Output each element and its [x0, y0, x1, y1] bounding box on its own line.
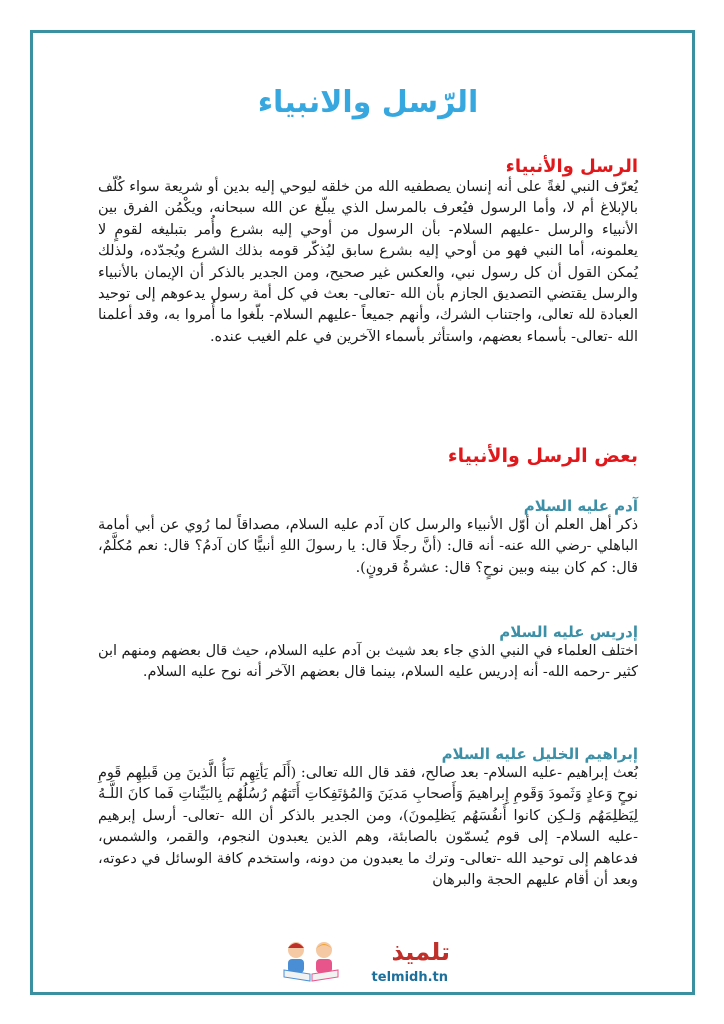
prophet-text: بُعث إبراهيم -عليه السلام- بعد صالح، فقد قال الله تعالى: (أَلَم يَأتِهِم نَبَأُ الَّذينَ مِن قَبلِهِم قَومِ نوحٍ وَعادٍ وَثَمودَ وَقَومِ إِبراهيمَ وَأَصحابِ مَديَنَ وَالمُؤتَفِكاتِ أَتَتهُم رُسُلُهُم بِالبَيِّناتِ فَما كانَ اللَّـهُ لِيَظلِمَهُم وَلـكِن كانوا أَنفُسَهُم يَظلِمونَ)، ومن الجدير بالذكر أن الله -تعالى- أرسل إبرهيم -عليه السلام- إلى قوم يُسمّون بالصابئة، وهم الذين يعبدون النجوم، والقمر، والشمس، فدعاهم إلى توحيد الله -تعالى- وترك ما يعبدون من دونه، واستخدم كافة الوسائل في دعوته، وبعد أن أقام عليهم الحجة والبرهان [98, 765, 638, 889]
intro-heading: الرسل والأنبياء [505, 156, 638, 177]
prophet-text: ذكر أهل العلم أن أوّل الأنبياء والرسل كان آدم عليه السلام، مصداقاً لما رُوي عن أبي أمامة الباهلي -رضي الله عنه- أنه قال: (أنَّ رجلًا قال: يا رسولَ اللهِ أنبيًّا كان آدمُ؟ قال: نعم مُكلَّمٌ، قال: كم كان بينه وبين نوحٍ؟ قال: عشرةُ قرونٍ). [98, 517, 638, 576]
intro-paragraph: يُعرّف النبي لغةً على أنه إنسان يصطفيه الله من خلقه ليوحي إليه بدين أو شريعة سواء كُلّف بالإبلاغ أم لا، وأما الرسول فيُعرف بالمرسل الذي يبلّغ عن الله سبحانه، ويكْمُن الفرق بين الأنبياء والرسل -عليهم السلام- بأن الرسول من أوحي إليه بشرع وأُمر بتبليغه لقومٍ لا يعلمونه، أما النبي فهو من أوحي إليه بشرع سابق ليُذكّر قومه بذلك الشرع ويُجدّده، ولذلك يُمكن القول أن كل رسول نبي، والعكس غير صحيح، ومن الجدير بالذكر أن الإيمان بالأنبياء والرسل يقتضي التصديق الجازم بأن الله -تعالى- بعث في كل أمة رسول يدعوهم إلى توحيد العبادة لله تعالى، واجتناب الشرك، وأنهم جميعاً -عليهم السلام- بلّغوا ما أُمروا به، وقد أعلمنا الله -تعالى- بأسماء بعضهم، واستأثر بأسماء الآخرين في علم الغيب عنده. [98, 179, 638, 345]
logo-latin-text: telmidh.tn [371, 970, 448, 985]
prophet-idris [98, 623, 638, 684]
prophet-name: آدم عليه السلام [523, 497, 638, 515]
logo-arabic-text: تلميذ [391, 938, 450, 966]
prophet-name: إدريس عليه السلام [499, 623, 638, 641]
children-reading-icon [280, 940, 342, 982]
section-heading-wrapper [98, 445, 638, 467]
prophet-name: إبراهيم الخليل عليه السلام [441, 745, 638, 763]
telmidh-logo [280, 938, 450, 990]
section-heading: بعض الرسل والأنبياء [447, 445, 638, 467]
prophet-ibrahim [98, 745, 638, 891]
intro-section [98, 156, 638, 348]
prophet-text: اختلف العلماء في النبي الذي جاء بعد شيث بن آدم عليه السلام، حيث قال بعضهم ومنهم ابن كثير -رحمه الله- أنه إدريس عليه السلام، بينما قال بعضهم الآخر أنه نوح عليه السلام. [98, 643, 638, 681]
prophet-adam [98, 497, 638, 579]
page-title: الرّسل والانبياء [257, 85, 479, 120]
